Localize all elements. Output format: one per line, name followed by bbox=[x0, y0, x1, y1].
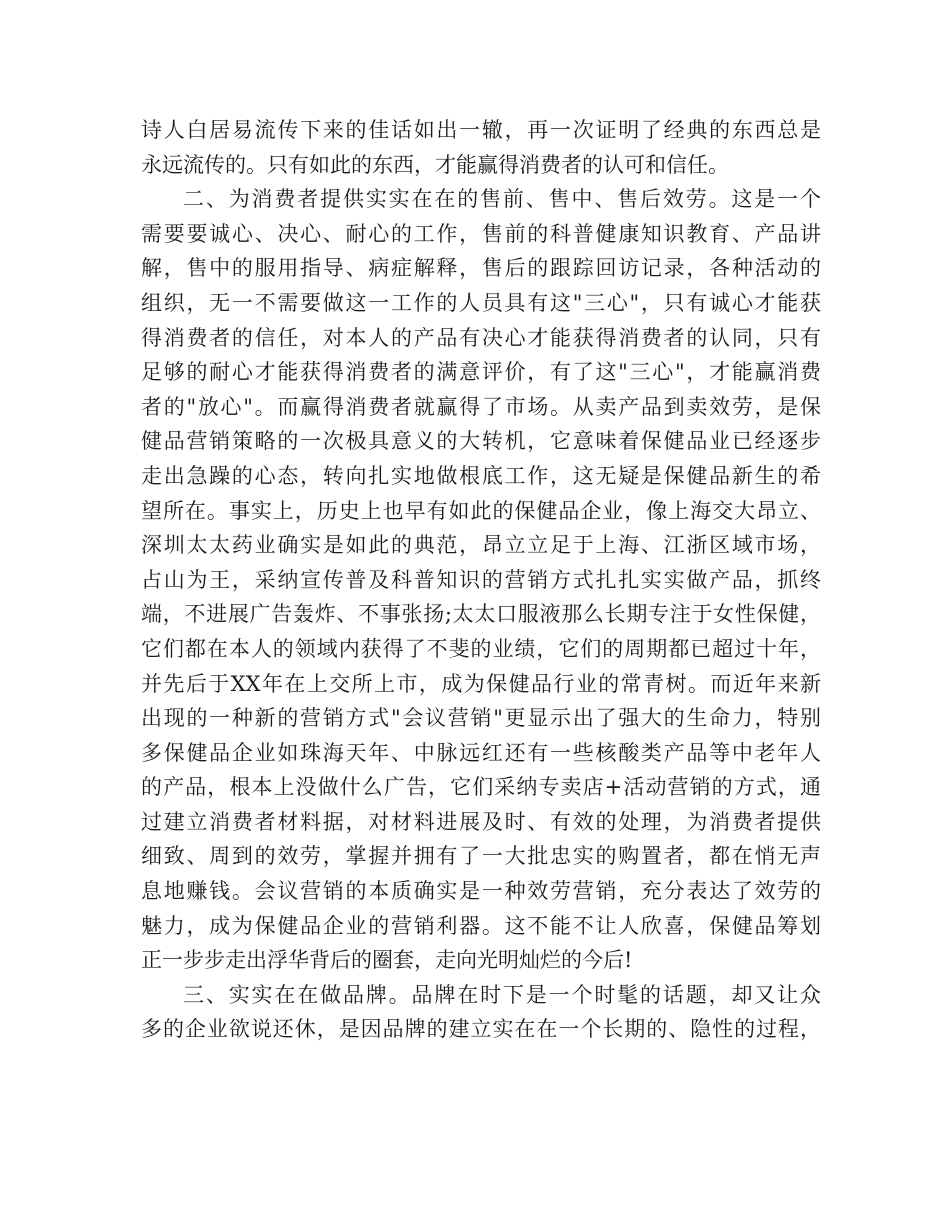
text-line: 得消费者的信任，对本人的产品有决心才能获得消费者的认同，只有 bbox=[141, 325, 821, 350]
text-line: 多的企业欲说还休，是因品牌的建立实在在一个长期的、隐性的过程， bbox=[141, 1017, 821, 1042]
text-line: 永远流传的。只有如此的东西，才能赢得消费者的认可和信任。 bbox=[141, 152, 729, 177]
text-line: 过建立消费者材料据，对材料进展及时、有效的处理，为消费者提供 bbox=[141, 809, 821, 834]
text-line: 息地赚钱。会议营销的本质确实是一种效劳营销，充分表达了效劳的 bbox=[141, 879, 821, 904]
paragraph-start-line: 三、实实在在做品牌。品牌在时下是一个时髦的话题，却又让众 bbox=[183, 982, 821, 1007]
text-line: 并先后于XX年在上交所上市，成为保健品行业的常青树。而近年来新 bbox=[141, 671, 821, 696]
text-line: 需要要诚心、决心、耐心的工作，售前的科普健康知识教育、产品讲 bbox=[141, 221, 821, 246]
text-line: 正一步步走出浮华背后的圈套，走向光明灿烂的今后! bbox=[141, 948, 633, 973]
text-line: 占山为王，采纳宣传普及科普知识的营销方式扎扎实实做产品，抓终 bbox=[141, 567, 821, 592]
text-line: 端，不进展广告轰炸、不事张扬;太太口服液那么长期专注于女性保健， bbox=[141, 602, 821, 627]
text-line: 望所在。事实上，历史上也早有如此的保健品企业，像上海交大昂立、 bbox=[141, 498, 821, 523]
text-line: 多保健品企业如珠海天年、中脉远红还有一些核酸类产品等中老年人 bbox=[141, 740, 821, 765]
text-line: 深圳太太药业确实是如此的典范，昂立立足于上海、江浙区域市场， bbox=[141, 533, 821, 558]
text-line: 走出急躁的心态，转向扎实地做根底工作，这无疑是保健品新生的希 bbox=[141, 463, 821, 488]
document-body bbox=[141, 113, 821, 1047]
text-line: 诗人白居易流传下来的佳话如出一辙，再一次证明了经典的东西总是 bbox=[141, 118, 821, 142]
text-line: 组织，无一不需要做这一工作的人员具有这"三心"，只有诚心才能获 bbox=[141, 290, 821, 315]
text-line: 解，售中的服用指导、病症解释，售后的跟踪回访记录，各种活动的 bbox=[141, 256, 821, 281]
text-line: 健品营销策略的一次极具意义的大转机，它意味着保健品业已经逐步 bbox=[141, 429, 821, 454]
text-line: 它们都在本人的领域内获得了不斐的业绩，它们的周期都已超过十年， bbox=[141, 636, 821, 661]
text-line: 的产品，根本上没做什么广告，它们采纳专卖店+活动营销的方式，通 bbox=[141, 775, 821, 800]
text-line: 魅力，成为保健品企业的营销利器。这不能不让人欣喜，保健品筹划 bbox=[141, 913, 821, 938]
text-line: 出现的一种新的营销方式"会议营销"更显示出了强大的生命力，特别 bbox=[141, 706, 821, 731]
paragraph-start-line: 二、为消费者提供实实在在的售前、售中、售后效劳。这是一个 bbox=[183, 187, 821, 212]
text-line: 足够的耐心才能获得消费者的满意评价，有了这"三心"，才能赢消费 bbox=[141, 360, 821, 385]
text-line: 者的"放心"。而赢得消费者就赢得了市场。从卖产品到卖效劳，是保 bbox=[141, 394, 821, 419]
text-line: 细致、周到的效劳，掌握并拥有了一大批忠实的购置者，都在悄无声 bbox=[141, 844, 821, 869]
